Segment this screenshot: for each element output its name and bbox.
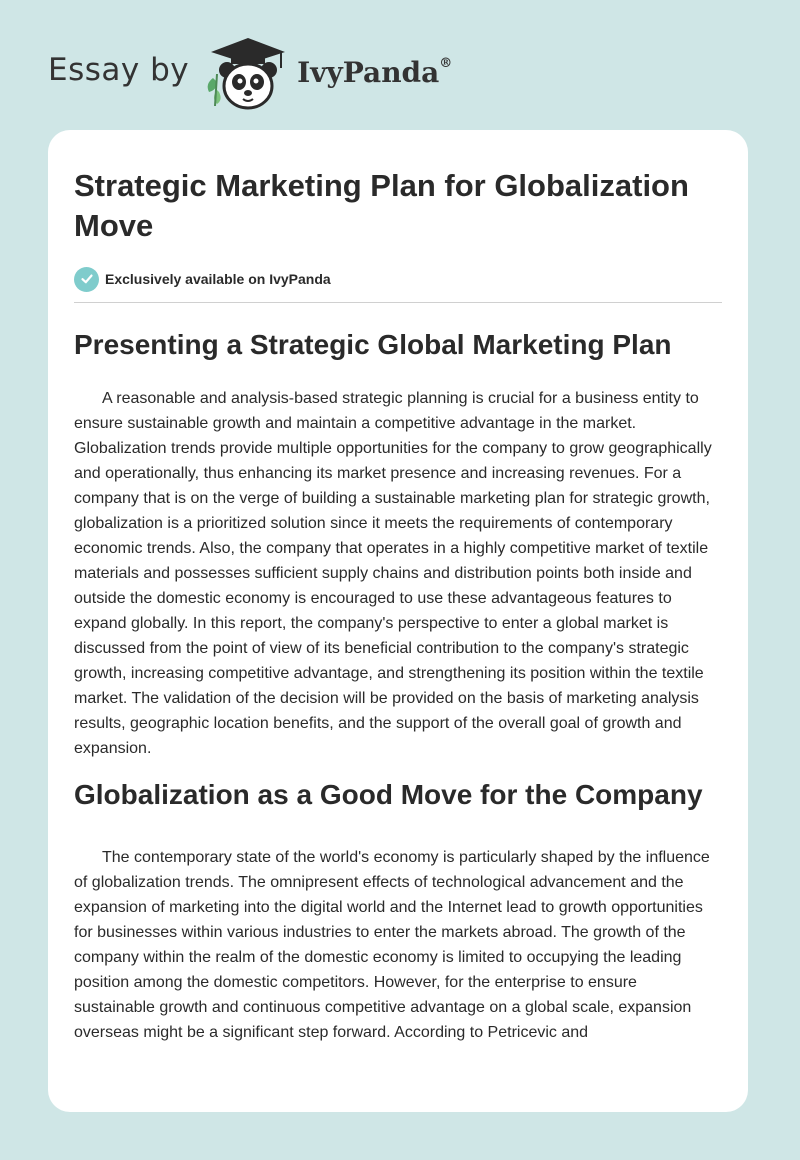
section-heading: Presenting a Strategic Global Marketing Plan <box>74 329 672 360</box>
essay-by-label: Essay by <box>48 52 190 88</box>
section-paragraph: A reasonable and analysis-based strategic planning is crucial for a business entity to ensure sustainable growth and maintain a competitive advantage in the market. Globalization trends provide multiple opportunities for the company to grow geographically and operationally, thus enhancing its market presence and increasing revenues. For a company that is on the verge of building a sustainable marketing plan for strategic growth, globalization is a prioritized solution since it meets the requirements of contemporary economic trends. Also, the company that operates in a highly competitive market of textile materials and possesses sufficient supply chains and distribution points both inside and outside the domestic economy is encouraged to use these advantageous features to expand globally. In this report, the company's perspective to enter a global market is discussed from the point of view of its beneficial contribution to the company's strategic growth, increasing competitive advantage, and strengthening its position within the textile market. The validation of the decision will be provided on the basis of marketing analysis results, geographic location benefits, and the support of the overall goal of growth and expansion. <box>74 390 712 757</box>
brand-label: IvyPanda <box>297 55 440 89</box>
brand-name[interactable] <box>297 56 452 89</box>
exclusive-badge-label: Exclusively available on IvyPanda <box>105 271 331 287</box>
divider <box>74 302 722 303</box>
site-header <box>48 34 452 114</box>
section-heading: Globalization as a Good Move for the Company <box>74 779 703 810</box>
section-paragraph: The contemporary state of the world's economy is particularly shaped by the influence of globalization trends. The omnipresent effects of technological advancement and the expansion of marketing into the digital world and the Internet lead to growth opportunities for businesses within various industries to enter the markets abroad. The growth of the company within the realm of the domestic economy is limited to occupying the leading position among the domestic competitors. However, for the enterprise to ensure sustainable growth and continuous competitive advantage on a global scale, expansion overseas might be a significant step forward. According to Petricevic and <box>74 849 710 1041</box>
check-circle-icon <box>74 267 99 292</box>
exclusive-badge <box>74 266 722 292</box>
registered-mark: ® <box>439 56 453 72</box>
panda-graduation-cap-icon[interactable] <box>203 34 293 114</box>
page-title: Strategic Marketing Plan for Globalization Move <box>74 168 689 243</box>
essay-card <box>48 130 748 1112</box>
